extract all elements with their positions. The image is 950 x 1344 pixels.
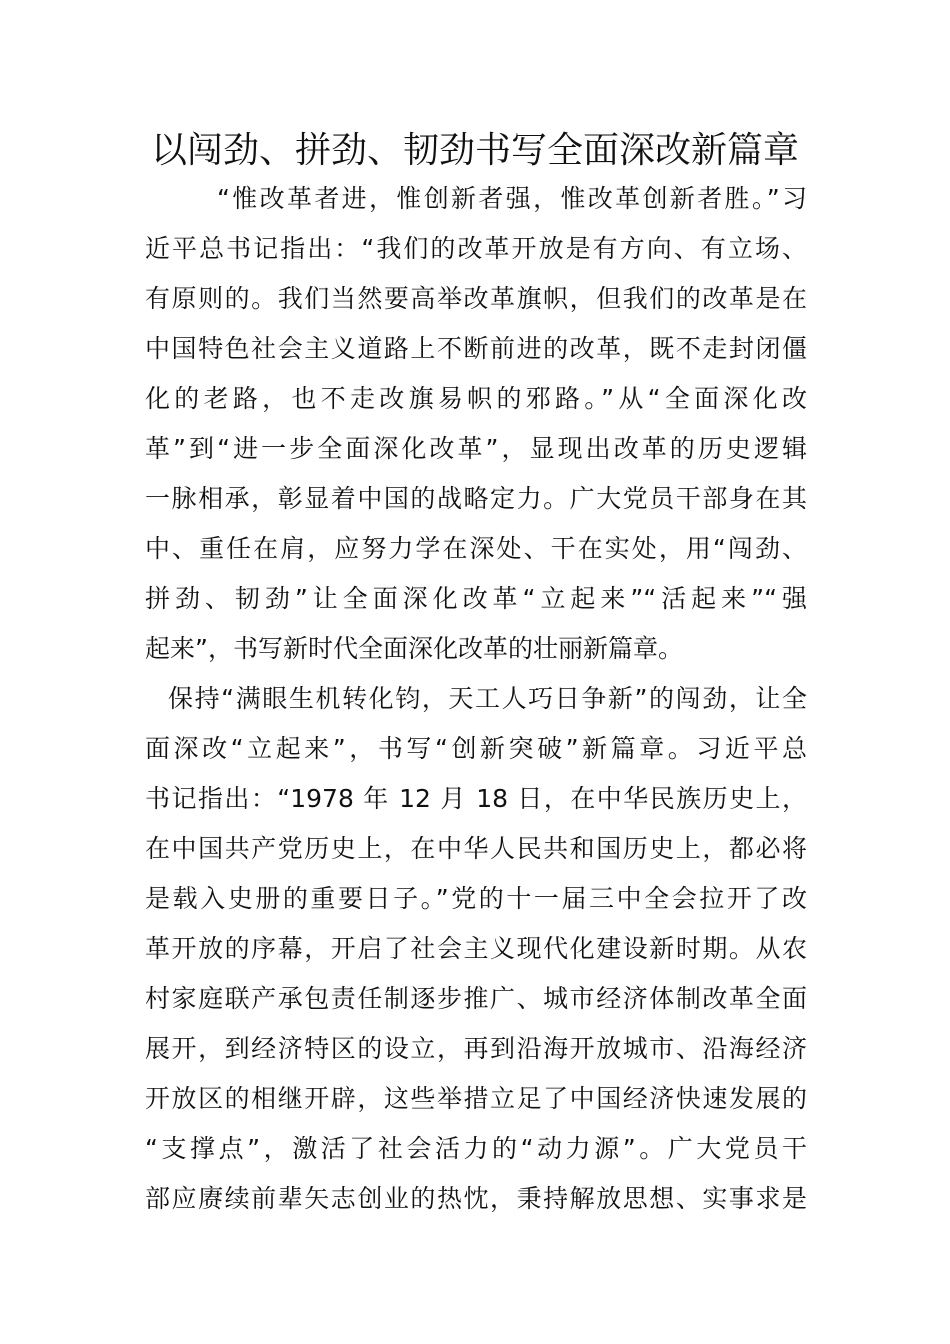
text-line: 起来”，书写新时代全面深化改革的壮丽新篇章。 xyxy=(145,634,683,663)
text-line: 有原则的。我们当然要高举改革旗帜，但我们的改革是在 xyxy=(145,284,807,313)
text-line: 部应赓续前辈矢志创业的热忱，秉持解放思想、实事求是 xyxy=(145,1184,807,1213)
text-line: 书记指出：“1978 年 12 月 18 日，在中华民族历史上， xyxy=(145,784,807,813)
document-title: 以闯劲、拼劲、韧劲书写全面深改新篇章 xyxy=(150,130,799,171)
text-line: “支撑点”，激活了社会活力的“动力源”。广大党员干 xyxy=(145,1134,807,1163)
text-line: “惟改革者进，惟创新者强，惟改革创新者胜。”习 xyxy=(217,184,807,213)
text-line: 保持“满眼生机转化钧，天工人巧日争新”的闯劲，让全 xyxy=(168,684,807,713)
text-line: 展开，到经济特区的设立，再到沿海开放城市、沿海经济 xyxy=(145,1034,807,1063)
text-line: 在中国共产党历史上，在中华人民共和国历史上，都必将 xyxy=(145,834,807,863)
text-line: 一脉相承，彰显着中国的战略定力。广大党员干部身在其 xyxy=(145,484,807,513)
text-line: 中、重任在肩，应努力学在深处、干在实处，用“闯劲、 xyxy=(145,534,807,563)
text-line: 拼劲、韧劲”让全面深化改革“立起来”“活起来”“强 xyxy=(145,584,807,613)
text-line: 革开放的序幕，开启了社会主义现代化建设新时期。从农 xyxy=(145,934,807,963)
text-line: 面深改“立起来”，书写“创新突破”新篇章。习近平总 xyxy=(145,734,807,763)
text-line: 是载入史册的重要日子。”党的十一届三中全会拉开了改 xyxy=(145,884,807,913)
text-line: 化的老路，也不走改旗易帜的邪路。”从“全面深化改 xyxy=(145,384,807,413)
text-line: 中国特色社会主义道路上不断前进的改革，既不走封闭僵 xyxy=(145,334,807,363)
text-line: 近平总书记指出：“我们的改革开放是有方向、有立场、 xyxy=(145,234,807,263)
text-line: 开放区的相继开辟，这些举措立足了中国经济快速发展的 xyxy=(145,1084,807,1113)
text-line: 村家庭联产承包责任制逐步推广、城市经济体制改革全面 xyxy=(145,984,807,1013)
text-line: 革”到“进一步全面深化改革”，显现出改革的历史逻辑 xyxy=(145,434,807,463)
